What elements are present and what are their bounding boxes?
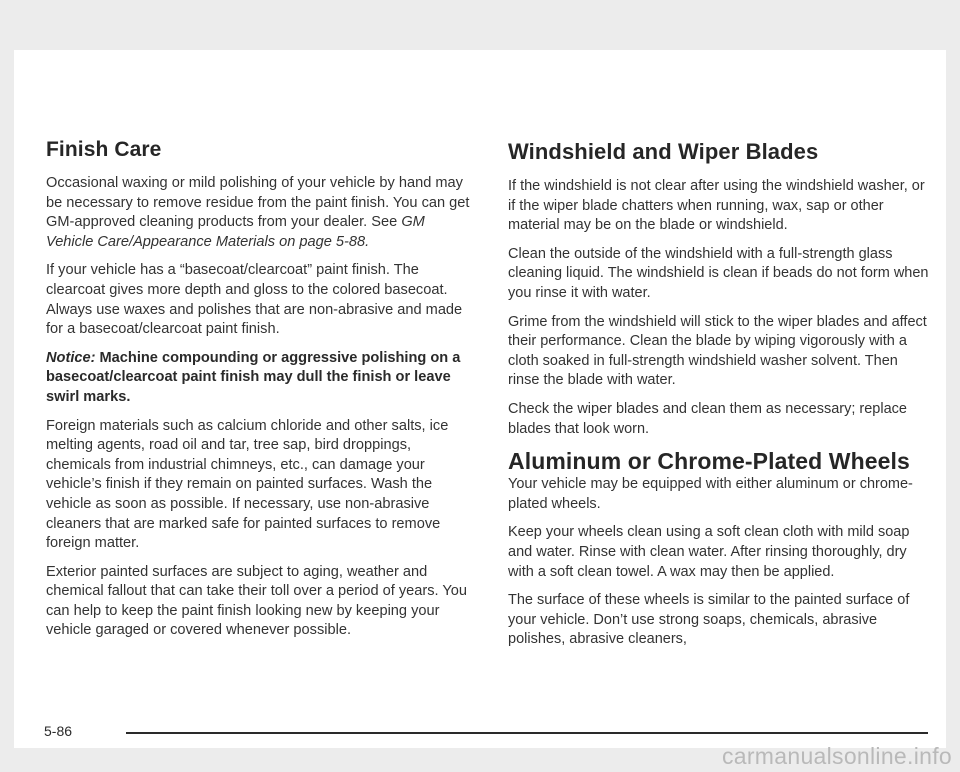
wheels-heading: Aluminum or Chrome-Plated Wheels	[508, 448, 910, 475]
windshield-paragraph-1: If the windshield is not clear after using the windshield washer, or if the wiper blade chatters when running, wax, sap or other material may be on the blade or windshield.	[508, 178, 925, 234]
finish-care-paragraph-4: Exterior painted surfaces are subject to aging, weather and chemical fallout that can take their toll over a period of years. You can help to keep the paint finish looking new by keeping your vehicle garaged or covered whenever possible.	[46, 563, 468, 639]
windshield-heading: Windshield and Wiper Blades	[508, 139, 819, 164]
wheels-paragraph-1: Your vehicle may be equipped with either aluminum or chrome-plated wheels.	[508, 476, 913, 512]
finish-care-paragraph-1	[46, 174, 472, 252]
watermark: carmanualsonline.info	[721, 743, 952, 769]
left-column	[46, 138, 472, 650]
finish-care-paragraph-2: If your vehicle has a “basecoat/clearcoat” paint finish. The clearcoat gives more depth and gloss to the colored basecoat. Always use waxes and polishes that are non-abrasive and made for a basecoat/clearcoat paint finish.	[46, 262, 463, 338]
windshield-paragraph-4: Check the wiper blades and clean them as necessary; replace blades that look worn.	[508, 400, 907, 437]
windshield-paragraph-2: Clean the outside of the windshield with a full-strength glass cleaning liquid. The windshield is clean if beads do not form when you rinse it with water.	[508, 245, 929, 301]
finish-care-paragraph-3: Foreign materials such as calcium chloride and other salts, ice melting agents, road oil and tar, tree sap, bird droppings, chemicals from industrial chimneys, etc., can damage your vehicle’s finish if they remain on painted surfaces. Wash the vehicle as soon as possible. If necessary, use non-abrasive cleaners that are marked safe for painted surfaces to remove foreign matter.	[46, 417, 449, 552]
manual-page	[14, 50, 946, 748]
windshield-paragraph-3: Grime from the windshield will stick to the wiper blades and affect their performance. Clean the blade by wiping vigorously with a cloth soaked in full-strength windshield washer solvent. Then rinse the blade with water.	[508, 313, 927, 389]
wheels-paragraph-2: Keep your wheels clean using a soft clean cloth with mild soap and water. Rinse with clean water. After rinsing thoroughly, dry with a soft clean towel. A wax may then be applied.	[508, 524, 910, 580]
care-materials-reference: GM Vehicle Care/Appearance Materials on page 5-88.	[46, 214, 425, 250]
right-column	[508, 139, 930, 659]
finish-notice	[46, 349, 472, 408]
page-number: 5-86	[44, 723, 73, 739]
finish-care-heading: Finish Care	[46, 138, 162, 161]
wheels-paragraph-3: The surface of these wheels is similar to the painted surface of your vehicle. Don’t use strong soaps, chemicals, abrasive polishes, abrasive cleaners,	[508, 592, 910, 648]
finish-care-p1-text: Occasional waxing or mild polishing of your vehicle by hand may be necessary to remove residue from the paint finish. You can get GM-approved cleaning products from your dealer. See	[46, 175, 470, 231]
notice-text: Machine compounding or aggressive polishing on a basecoat/clearcoat paint finish may dull the finish or leave swirl marks.	[46, 349, 461, 405]
page-footer	[44, 722, 928, 742]
notice-label: Notice:	[46, 349, 96, 366]
footer-rule	[126, 732, 928, 734]
